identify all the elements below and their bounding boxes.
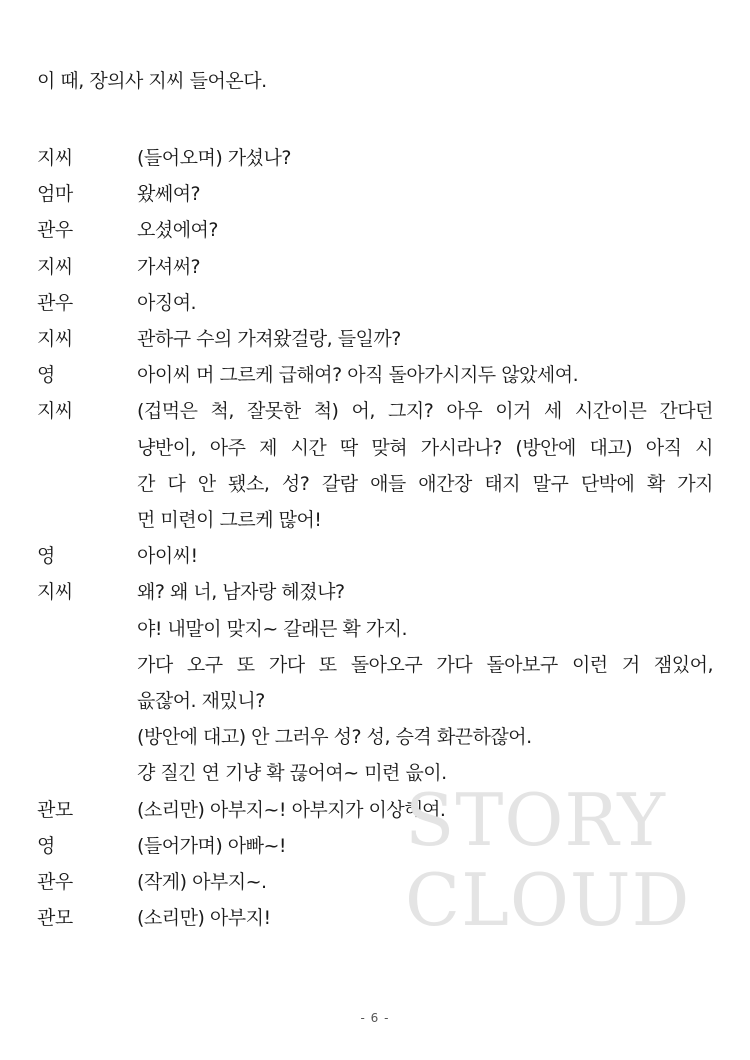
dialogue-lines [137, 140, 713, 176]
dialogue-row [37, 140, 713, 176]
dialogue-lines [137, 828, 713, 864]
dialogue-row [37, 538, 713, 574]
dialogue-line: 아징여. [137, 291, 197, 314]
dialogue-block [37, 140, 713, 936]
speaker-name: 지씨 [37, 147, 73, 169]
speaker-name: 지씨 [37, 400, 73, 423]
speaker-name: 관모 [37, 798, 73, 821]
dialogue-line: 냥반이, 아주 제 시간 딱 맞혀 가시라나? (방안에 대고) 아직 시 [137, 436, 713, 459]
dialogue-lines [137, 538, 713, 574]
dialogue-lines [137, 249, 713, 285]
speaker-name: 지씨 [37, 255, 73, 278]
watermark-line-1: STORY [405, 778, 666, 862]
dialogue-lines [137, 176, 713, 212]
dialogue-line: 간 다 안 됐소, 성? 갈람 애들 애간장 태지 말구 단박에 확 가지 [137, 472, 713, 495]
speaker-name: 영 [37, 364, 55, 387]
dialogue-row [37, 321, 713, 357]
speaker-name: 영 [37, 834, 55, 857]
dialogue-line: 가셔써? [137, 255, 201, 278]
dialogue-row [37, 393, 713, 538]
dialogue-line: 야! 내말이 맞지~ 갈래믄 확 가지. [137, 617, 408, 640]
speaker-name: 엄마 [37, 183, 73, 206]
speaker-name: 관우 [37, 291, 73, 314]
dialogue-row [37, 176, 713, 212]
dialogue-line: (들어가며) 아빠~! [137, 834, 287, 857]
dialogue-line: 걍 질긴 연 기냥 확 끊어여~ 미련 읎이. [137, 762, 447, 785]
dialogue-row [37, 249, 713, 285]
dialogue-row [37, 285, 713, 321]
dialogue-line: (들어오며) 가셨나? [137, 147, 291, 169]
dialogue-line: (작게) 아부지~. [137, 871, 267, 894]
dialogue-row [37, 864, 713, 900]
dialogue-line: 읎잖어. 재밌니? [137, 690, 265, 713]
page-number: - 6 - [360, 1011, 390, 1025]
dialogue-lines [137, 285, 713, 321]
speaker-name: 지씨 [37, 581, 73, 604]
dialogue-lines [137, 792, 713, 828]
dialogue-row [37, 574, 713, 791]
dialogue-line: (겁먹은 척, 잘못한 척) 어, 그지? 아우 이거 세 시간이믄 간다던 [137, 400, 713, 423]
dialogue-row [37, 212, 713, 248]
dialogue-line: 오셨에여? [137, 219, 219, 242]
dialogue-lines [137, 864, 713, 900]
dialogue-lines [137, 574, 713, 791]
dialogue-line: 관하구 수의 가져왔걸랑, 들일까? [137, 328, 401, 351]
stage-direction: 이 때, 장의사 지씨 들어온다. [37, 70, 267, 92]
dialogue-lines [137, 357, 713, 393]
dialogue-line: 먼 미련이 그르케 많어! [137, 509, 322, 532]
dialogue-line: 아이씨! [137, 545, 198, 568]
dialogue-line: (방안에 대고) 안 그러우 성? 성, 승격 화끈하잖어. [137, 726, 532, 749]
dialogue-lines [137, 321, 713, 357]
dialogue-lines [137, 393, 713, 538]
dialogue-line: 가다 오구 또 가다 또 돌아오구 가다 돌아보구 이런 거 잼있어, [137, 653, 713, 676]
watermark-line-2: CLOUD [405, 858, 691, 942]
dialogue-line: 아이씨 머 그르케 급해여? 아직 돌아가시지두 않았세여. [137, 364, 579, 387]
dialogue-row [37, 900, 713, 936]
dialogue-line: 왔쎄여? [137, 183, 201, 206]
dialogue-row [37, 357, 713, 393]
dialogue-row [37, 792, 713, 828]
speaker-name: 관우 [37, 871, 73, 894]
dialogue-line: (소리만) 아부지~! 아부지가 이상해여. [137, 798, 446, 821]
speaker-name: 관모 [37, 907, 73, 930]
dialogue-line: (소리만) 아부지! [137, 907, 271, 930]
dialogue-lines [137, 212, 713, 248]
dialogue-lines [137, 900, 713, 936]
speaker-name: 관우 [37, 219, 73, 242]
dialogue-line: 왜? 왜 너, 남자랑 헤졌냐? [137, 581, 345, 604]
dialogue-row [37, 828, 713, 864]
speaker-name: 지씨 [37, 328, 73, 351]
speaker-name: 영 [37, 545, 55, 568]
